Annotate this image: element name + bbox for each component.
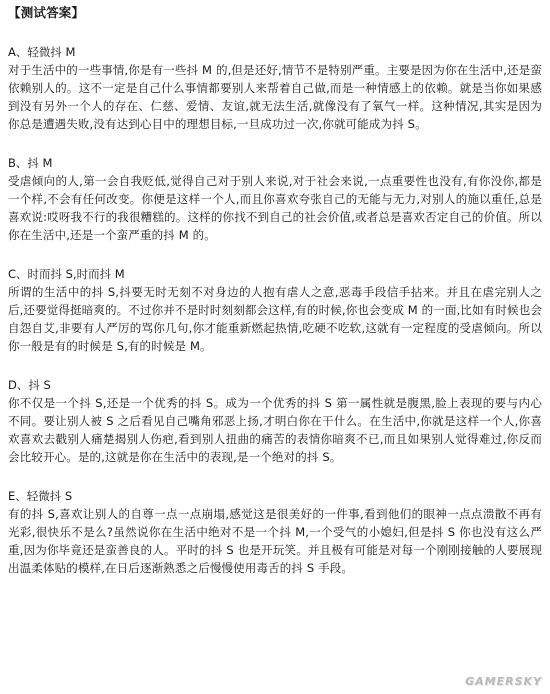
section-heading: A、轻微抖 M (8, 45, 76, 59)
document-title: 【测试答案】 (8, 5, 85, 20)
section-heading: E、轻微抖 S (8, 489, 73, 503)
gamersky-watermark: GAMERSKY (465, 675, 542, 688)
answer-section-b (8, 154, 542, 244)
answer-section-a (8, 43, 542, 133)
answer-section-d (8, 376, 542, 466)
section-body: 你不仅是一个抖 S,还是一个优秀的抖 S。成为一个优秀的抖 S 第一属性就是腹黑,脸上表现的要与内心不同。要让别人被 S 之后看见自己嘴角邪恶上扬,才明白你在干什么。在生活中,你就是这样一个人,你喜欢喜欢去戳别人痛楚揭别人伤疤,看到别人扭曲的痛苦的表情你暗爽不已,而且如果别人觉得难过,你反而会比较开心。是的,这就是你在生活中的表现,是一个绝对的抖 S。 (8, 396, 542, 464)
section-heading: D、抖 S (8, 378, 51, 392)
section-heading: C、时而抖 S,时而抖 M (8, 267, 125, 281)
answer-section-e (8, 487, 542, 577)
section-body: 受虐倾向的人,第一会自我贬低,觉得自己对于别人来说,对于社会来说,一点重要性也没有,有你没你,都是一个样,不会有任何改变。你便是这样一个人,而且你喜欢夸张自己的无能与无力,对别人的施以重任,总是喜欢说:哎呀我不行的我很糟糕的。这样的你找不到自己的社会价值,或者总是喜欢否定自己的价值。所以你在生活中,还是一个蛮严重的抖 M 的。 (8, 174, 542, 242)
section-body: 所谓的生活中的抖 S,抖要无时无刻不对身边的人抱有虐人之意,恶毒手段信手拈来。并且在虐完别人之后,还要觉得挺暗爽的。不过你并不是时时刻刻都会这样,有的时候,你也会变成 M 的一面,比如有时候也会自怨自艾,非要有人严厉的骂你几句,你才能重新燃起热情,吃硬不吃软,这就有一定程度的受虐倾向。所以你一般是有的时候是 S,有的时候是 M。 (8, 285, 542, 353)
section-body: 对于生活中的一些事情,你是有一些抖 M 的,但是还好,情节不是特别严重。主要是因为你在生活中,还是蛮依赖别人的。这不一定是自己什么事情都要别人来帮着自己做,而是一种情感上的依赖。就是当你如果感到没有另外一个人的存在、仁慈、爱情、友谊,就无法生活,就像没有了氧气一样。这种情况,其实是因为你总是遭遇失败,没有达到心目中的理想目标,一旦成功过一次,你就可能成为抖 S。 (8, 63, 542, 131)
section-heading: B、抖 M (8, 156, 53, 170)
answer-section-c (8, 265, 542, 355)
section-body: 有的抖 S,喜欢让别人的自尊一点一点崩塌,感觉这是很美好的一件事,看到他们的眼神一点点溃散不再有光彩,很快乐不是么?虽然说你在生活中绝对不是一个抖 M,一个受气的小媳妇,但是抖 S 你也没有这么严重,因为你毕竟还是蛮善良的人。平时的抖 S 也是开玩笑。并且极有可能是对每一个刚刚接触的人要展现出温柔体贴的模样,在日后逐渐熟悉之后慢慢使用毒舌的抖 S 手段。 (8, 507, 542, 575)
